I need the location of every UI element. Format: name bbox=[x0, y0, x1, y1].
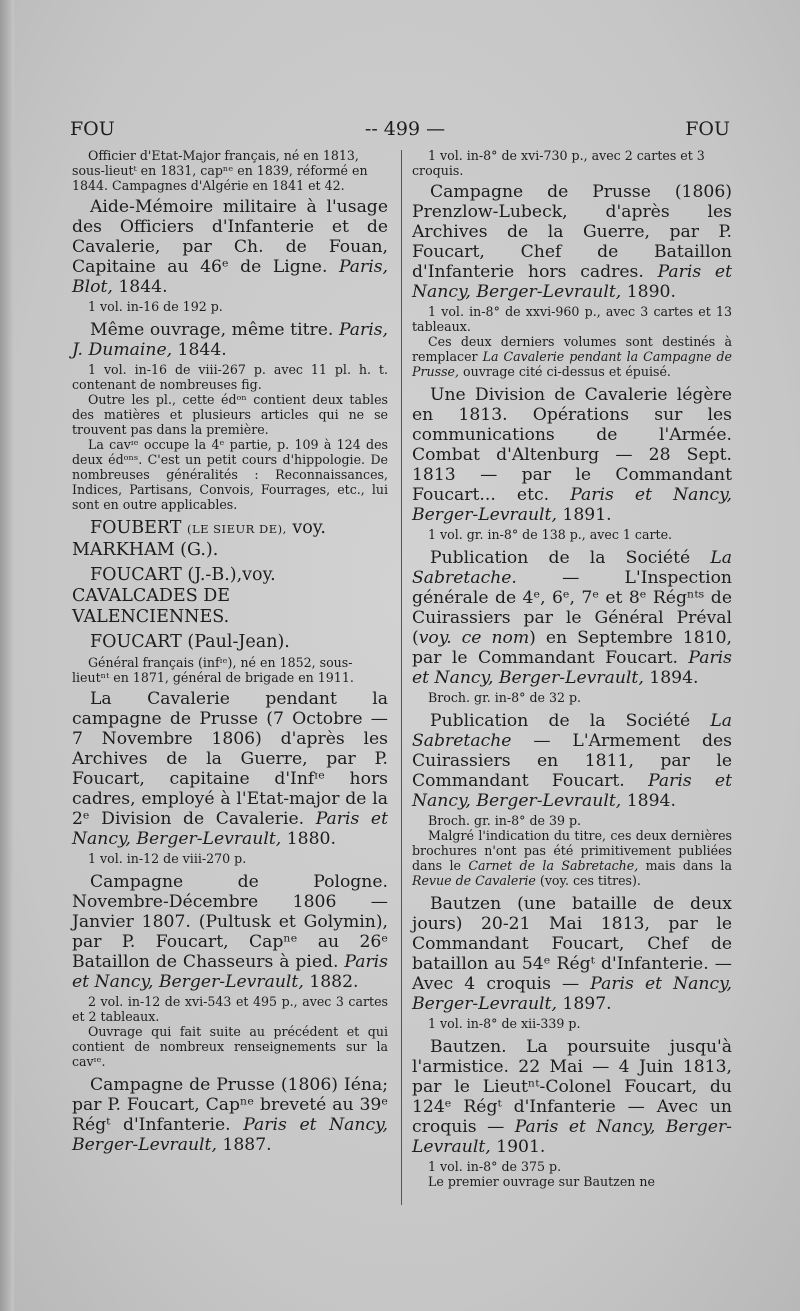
entry-title: Même ouvrage, même titre. bbox=[90, 320, 334, 340]
entry-volume: 1 vol. in-8° de xii-339 p. bbox=[428, 1016, 581, 1031]
note-title: La Cavalerie pendant la Campagne de Prusse, bbox=[412, 349, 732, 379]
entry-note: Ouvrage qui fait suite au précédent et qui contient de nombreux renseignements sur la cavᶦᵉ. bbox=[72, 1024, 388, 1069]
note-text: (voy. ces titres). bbox=[539, 873, 641, 888]
entry-year: 1882. bbox=[309, 972, 359, 992]
entry-publisher: Paris et Nancy, Berger-Levrault, bbox=[412, 1117, 732, 1157]
ref-foubert bbox=[72, 518, 388, 561]
entry-inspection-generale bbox=[412, 548, 732, 705]
entry-meme-ouvrage bbox=[72, 320, 388, 512]
entry-title: Une Division de Cavalerie légère en 1813. Opérations sur les communications de l'Armée. Combat d'Altenburg — 28 Sept. 1813 — par le Commandant Foucart... etc. bbox=[412, 385, 732, 505]
foucart-bio: Général français (infᶦᵉ), né en 1852, sous-lieutⁿᵗ en 1871, général de brigade en 1911. bbox=[72, 655, 354, 685]
ref-qualifier: (LE SIEUR DE), bbox=[187, 522, 287, 536]
entry-volume: Broch. gr. in-8° de 39 p. bbox=[428, 813, 582, 828]
entry-title: ) en Septembre 1810, par le Commandant Foucart. bbox=[412, 628, 732, 668]
entry-title: Campagne de Prusse (1806) Prenzlow-Lubeck, d'après les Archives de la Guerre, par P. Foucart, Chef de Bataillon d'Infanterie hors cadres. bbox=[412, 182, 732, 282]
right-column bbox=[412, 146, 732, 1195]
entry-title: Campagne de Pologne. Novembre-Décembre 1806 — Janvier 1807. (Pultusk et Golymin), par P. Foucart, Capⁿᵉ au 26ᵉ Bataillon de Chasseurs à pied. bbox=[72, 872, 388, 972]
author-foucart-paul: FOUCART (Paul-Jean). bbox=[90, 632, 290, 652]
entry-volume: 1 vol. in-16 de viii-267 p. avec 11 pl. h. t. contenant de nombreuses fig. bbox=[72, 362, 388, 392]
page-edge-shadow bbox=[0, 0, 14, 1311]
running-header bbox=[70, 118, 730, 148]
entry-publisher: Paris et Nancy, Berger-Levrault, bbox=[72, 809, 388, 849]
entry-cavalerie-prusse bbox=[72, 689, 388, 866]
note-text: Malgré l'indication du titre, ces deux dernières brochures n'ont pas été primitivement publiées dans le bbox=[412, 828, 732, 873]
entry-publisher: Paris et Nancy, Berger-Levrault, bbox=[72, 952, 388, 992]
entry-title: — L'Armement des Cuirassiers en 1811, par le Commandant Foucart. bbox=[412, 731, 732, 791]
entry-note: Outre les pl., cette édᵒⁿ contient deux tables des matières et plusieurs articles qui ne se trouvent pas dans la première. bbox=[72, 392, 388, 437]
entry-crossref: voy. ce nom bbox=[418, 628, 530, 648]
entry-campagne-pologne bbox=[72, 872, 388, 1069]
entry-year: 1901. bbox=[496, 1137, 546, 1157]
entry-volume: 1 vol. in-12 de viii-270 p. bbox=[88, 851, 247, 866]
entry-title: Publication de la Société bbox=[430, 548, 691, 568]
left-column bbox=[72, 146, 388, 1161]
entry-bautzen-poursuite bbox=[412, 1037, 732, 1189]
ref-name: FOUBERT bbox=[90, 518, 182, 538]
note-title: Revue de Cavalerie bbox=[412, 873, 536, 888]
entry-note: La cavᶦᵉ occupe la 4ᵉ partie, p. 109 à 124 des deux édᵒⁿˢ. C'est un petit cours d'hippologie. De nombreuses généralités : Reconnaissances, Indices, Partisans, Convois, Fourrages, etc., lui sont en outre applicables. bbox=[72, 437, 388, 512]
entry-year: 1894. bbox=[649, 668, 699, 688]
entry-title: Bautzen. La poursuite jusqu'à l'armistice. 22 Mai — 4 Juin 1813, par le Lieutⁿᵗ-Colonel Foucart, du 124ᵉ Régᵗ d'Infanterie — Avec un croquis — bbox=[412, 1037, 732, 1137]
entry-title: La Cavalerie pendant la campagne de Prusse (7 Octobre — 7 Novembre 1806) d'après les Archives de la Guerre, par P. Foucart, capitaine d'Infᶦᵉ hors cadres, employé à l'Etat-major de la 2ᵉ Division de Cavalerie. bbox=[72, 689, 388, 829]
entry-publisher: Paris et Nancy, Berger-Levrault, bbox=[412, 485, 733, 525]
note-text: mais dans la bbox=[645, 858, 732, 873]
entry-aide-memoire bbox=[72, 197, 388, 314]
entry-year: 1880. bbox=[286, 829, 336, 849]
header-right-keyword: FOU bbox=[685, 118, 730, 140]
entry-publisher: Paris et Nancy, Berger-Levrault, bbox=[72, 1115, 388, 1155]
entry-year: 1897. bbox=[562, 994, 612, 1014]
entry-publisher: Paris, J. Dumaine, bbox=[72, 320, 388, 360]
note-text: Ces deux derniers volumes sont destinés à remplacer bbox=[412, 334, 732, 364]
note-title: Carnet de la Sabretache, bbox=[468, 858, 639, 873]
ref-foucart-jb: FOUCART (J.-B.),voy. CAVALCADES DE VALENCIENNES. bbox=[72, 565, 276, 627]
entry-publisher: Paris et Nancy, Berger-Levrault, bbox=[412, 262, 732, 302]
entry-campagne-iena bbox=[72, 1075, 388, 1155]
entry-volume: 1 vol. in-8° de xvi-730 p., avec 2 cartes et 3 croquis. bbox=[412, 148, 705, 178]
entry-year: 1844. bbox=[177, 340, 227, 360]
entry-title: Aide-Mémoire militaire à l'usage des Officiers d'Infanterie et de Cavalerie, par Ch. de Fouan, Capitaine au 46ᵉ de Ligne. bbox=[72, 197, 388, 277]
column-divider bbox=[401, 150, 402, 1205]
entry-volume: 1 vol. gr. in-8° de 138 p., avec 1 carte. bbox=[428, 527, 673, 542]
entry-volume: 2 vol. in-12 de xvi-543 et 495 p., avec 3 cartes et 2 tableaux. bbox=[72, 994, 388, 1024]
entry-publisher: Paris et Nancy, Berger-Levrault, bbox=[412, 974, 732, 1014]
page-number: -- 499 — bbox=[364, 118, 446, 140]
note-text: ouvrage cité ci-dessus et épuisé. bbox=[463, 364, 671, 379]
ref-see: voy. MARKHAM (G.). bbox=[72, 518, 326, 560]
entry-note bbox=[412, 828, 732, 888]
entry-title: Bautzen (une bataille de deux jours) 20-21 Mai 1813, par le Commandant Foucart, Chef de bataillon au 54ᵉ Régᵗ d'Infanterie. — Avec 4 croquis — bbox=[412, 894, 732, 994]
entry-title: Campagne de Prusse (1806) Iéna; par P. Foucart, Capⁿᵉ breveté au 39ᵉ Régᵗ d'Infanterie. bbox=[72, 1075, 388, 1135]
entry-year: 1887. bbox=[222, 1135, 272, 1155]
entry-volume: 1 vol. in-8° de xxvi-960 p., avec 3 cartes et 13 tableaux. bbox=[412, 304, 732, 334]
header-left-keyword: FOU bbox=[70, 118, 115, 140]
entry-society: La Sabretache. bbox=[412, 548, 732, 588]
entry-volume: Broch. gr. in-8° de 32 p. bbox=[428, 690, 582, 705]
entry-bautzen-bataille bbox=[412, 894, 732, 1031]
entry-publisher: Paris et Nancy, Berger-Levrault, bbox=[412, 648, 732, 688]
entry-year: 1891. bbox=[562, 505, 612, 525]
entry-title: — L'Inspection générale de 4ᵉ, 6ᵉ, 7ᵉ et 8ᵉ Régⁿᵗˢ de Cuirassiers par le Général Préval ( bbox=[412, 568, 732, 648]
entry-armement-cuirassiers bbox=[412, 711, 732, 888]
entry-volume: 1 vol. in-8° de 375 p. bbox=[428, 1159, 562, 1174]
entry-publisher: Paris et Nancy, Berger-Levrault, bbox=[412, 771, 732, 811]
entry-title: Publication de la Société bbox=[430, 711, 691, 731]
entry-year: 1844. bbox=[118, 277, 168, 297]
entry-society: La Sabretache bbox=[412, 711, 732, 751]
entry-division-cavalerie bbox=[412, 385, 732, 542]
entry-year: 1890. bbox=[626, 282, 676, 302]
entry-year: 1894. bbox=[626, 791, 676, 811]
entry-prenzlow-lubeck bbox=[412, 182, 732, 379]
entry-note: Le premier ouvrage sur Bautzen ne bbox=[428, 1174, 655, 1189]
entry-publisher: Paris, Blot, bbox=[72, 257, 389, 297]
entry-note bbox=[412, 334, 732, 379]
fouan-bio: Officier d'Etat-Major français, né en 1813, sous-lieutᵗ en 1831, capⁿᵉ en 1839, réformé en 1844. Campagnes d'Algérie en 1841 et 42. bbox=[72, 148, 368, 193]
entry-volume: 1 vol. in-16 de 192 p. bbox=[88, 299, 223, 314]
